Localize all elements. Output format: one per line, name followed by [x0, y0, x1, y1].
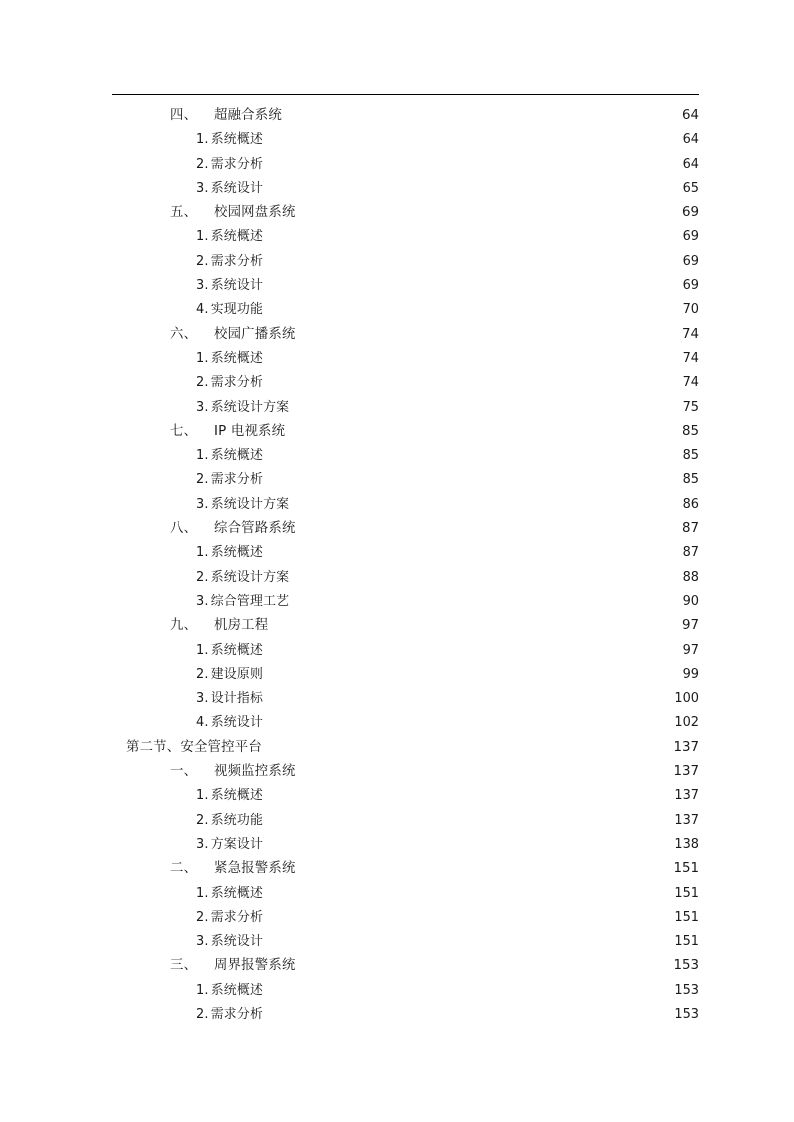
toc-entry-page-number: 137	[674, 812, 699, 828]
toc-entry-page-number: 86	[682, 496, 699, 512]
toc-entry-label: 综合管理工艺	[210, 593, 290, 609]
toc-entry-marker: 六、	[170, 326, 198, 342]
toc-entry-label: 机房工程	[214, 618, 269, 634]
toc-entry-page-number: 153	[673, 958, 699, 974]
toc-entry-page-number: 70	[682, 302, 699, 318]
toc-entry-title	[196, 541, 263, 565]
toc-entry-marker: 3.	[196, 180, 209, 196]
toc-entry-page-number: 69	[681, 205, 699, 221]
toc-entry-label: 设计指标	[210, 691, 264, 707]
toc-dot-leader	[264, 677, 682, 678]
toc-entry[interactable]	[112, 541, 699, 565]
toc-entry-title	[196, 347, 263, 371]
toc-entry-page-number: 65	[682, 180, 699, 196]
table-of-contents	[112, 104, 699, 1027]
toc-entry-marker: 1.	[196, 642, 209, 658]
toc-entry-marker: 1.	[196, 885, 209, 901]
toc-entry-page-number: 153	[674, 982, 699, 998]
toc-entry-title	[196, 639, 263, 663]
toc-entry-label: 系统概述	[210, 132, 264, 148]
toc-entry[interactable]	[112, 639, 699, 663]
toc-entry-title	[196, 128, 263, 152]
toc-dot-leader	[290, 507, 681, 508]
toc-entry-label: 需求分析	[210, 375, 264, 391]
toc-dot-leader	[297, 215, 681, 216]
toc-entry[interactable]	[112, 930, 699, 954]
toc-entry[interactable]	[112, 882, 699, 906]
toc-entry[interactable]	[112, 298, 699, 322]
toc-entry-label: 需求分析	[210, 472, 264, 488]
toc-entry-title	[196, 298, 263, 322]
toc-entry[interactable]	[112, 809, 699, 833]
toc-entry-marker: 1.	[196, 448, 209, 464]
toc-entry-marker: 五、	[170, 205, 198, 221]
toc-entry-label: 综合管路系统	[214, 521, 296, 537]
toc-entry-title	[170, 104, 282, 128]
toc-entry[interactable]	[112, 517, 699, 541]
toc-entry-label: 需求分析	[210, 156, 264, 172]
toc-entry-label: 第二节、安全管控平台	[126, 739, 262, 755]
toc-entry-page-number: 99	[682, 666, 699, 682]
toc-entry-title	[196, 371, 263, 395]
toc-entry-marker: 1.	[196, 132, 209, 148]
toc-entry-label: 系统设计方案	[210, 496, 290, 512]
toc-dot-leader	[264, 847, 673, 848]
toc-dot-leader	[297, 531, 681, 532]
toc-entry-page-number: 97	[681, 618, 699, 634]
toc-entry-label: 紧急报警系统	[214, 861, 296, 877]
toc-entry-page-number: 100	[674, 691, 699, 707]
toc-entry-label: 需求分析	[210, 253, 264, 269]
toc-entry-title	[170, 614, 268, 638]
toc-entry-title	[196, 784, 263, 808]
toc-entry-title	[196, 930, 263, 954]
toc-entry-page-number: 90	[682, 593, 699, 609]
toc-dot-leader	[264, 167, 682, 168]
toc-entry[interactable]	[112, 347, 699, 371]
toc-entry-label: 校园网盘系统	[214, 205, 296, 221]
toc-entry[interactable]	[112, 250, 699, 274]
toc-entry-page-number: 74	[682, 350, 699, 366]
toc-entry-marker: 2.	[196, 253, 209, 269]
toc-entry-marker: 2.	[196, 812, 209, 828]
toc-entry-page-number: 85	[682, 448, 699, 464]
toc-entry-label: 系统概述	[210, 448, 264, 464]
toc-entry-label: 系统概述	[210, 642, 264, 658]
toc-entry-title	[196, 590, 289, 614]
toc-entry[interactable]	[112, 371, 699, 395]
toc-dot-leader	[264, 944, 673, 945]
toc-entry-label: 需求分析	[210, 909, 264, 925]
toc-entry-title	[170, 857, 296, 881]
toc-entry-page-number: 97	[682, 642, 699, 658]
toc-dot-leader	[290, 410, 681, 411]
toc-entry[interactable]	[112, 323, 699, 347]
toc-entry-page-number: 87	[681, 521, 699, 537]
toc-entry-page-number: 138	[674, 836, 699, 852]
toc-entry-title	[170, 760, 296, 784]
toc-entry-title	[170, 517, 296, 541]
toc-dot-leader	[264, 823, 673, 824]
toc-entry-marker: 一、	[170, 764, 198, 780]
toc-entry-label: 需求分析	[210, 1006, 264, 1022]
toc-entry-marker: 3.	[196, 593, 209, 609]
toc-entry[interactable]	[112, 760, 699, 784]
toc-dot-leader	[264, 191, 682, 192]
toc-entry-label: 系统概述	[210, 545, 264, 561]
toc-entry-label: 建设原则	[210, 666, 264, 682]
toc-entry[interactable]	[112, 784, 699, 808]
toc-entry-title	[196, 468, 263, 492]
toc-entry-page-number: 88	[682, 569, 699, 585]
toc-entry[interactable]	[112, 104, 699, 128]
toc-entry[interactable]	[112, 711, 699, 735]
toc-entry[interactable]	[112, 201, 699, 225]
toc-entry-marker: 1.	[196, 229, 209, 245]
toc-entry-title	[196, 444, 263, 468]
toc-entry-title	[126, 736, 262, 760]
toc-entry-label: 实现功能	[210, 302, 264, 318]
toc-entry-marker: 3.	[196, 691, 209, 707]
toc-entry-title	[196, 153, 263, 177]
toc-entry[interactable]	[112, 663, 699, 687]
toc-dot-leader	[264, 993, 673, 994]
header-rule-divider	[112, 94, 699, 95]
toc-entry[interactable]	[112, 444, 699, 468]
toc-entry[interactable]	[112, 1003, 699, 1027]
toc-entry-page-number: 74	[681, 326, 699, 342]
toc-dot-leader	[283, 118, 681, 119]
toc-dot-leader	[297, 871, 673, 872]
toc-entry-marker: 1.	[196, 350, 209, 366]
toc-entry-title	[196, 250, 263, 274]
toc-entry-page-number: 64	[682, 132, 699, 148]
toc-dot-leader	[264, 458, 682, 459]
toc-dot-leader	[264, 288, 682, 289]
toc-entry[interactable]	[112, 566, 699, 590]
toc-entry-page-number: 69	[682, 253, 699, 269]
toc-dot-leader	[264, 896, 673, 897]
toc-entry-label: 方案设计	[210, 836, 264, 852]
toc-entry-label: 系统设计方案	[210, 569, 290, 585]
toc-entry-title	[196, 906, 263, 930]
toc-entry-title	[196, 979, 263, 1003]
toc-entry[interactable]	[112, 153, 699, 177]
toc-entry-label: 系统功能	[210, 812, 264, 828]
toc-entry-title	[196, 809, 263, 833]
toc-entry-page-number: 151	[673, 861, 699, 877]
toc-entry[interactable]	[112, 225, 699, 249]
toc-entry-marker: 3.	[196, 934, 209, 950]
toc-dot-leader	[264, 920, 673, 921]
toc-entry-marker: 2.	[196, 375, 209, 391]
toc-entry-marker: 三、	[170, 958, 198, 974]
toc-entry[interactable]	[112, 420, 699, 444]
toc-entry[interactable]	[112, 590, 699, 614]
toc-entry-title	[196, 711, 263, 735]
toc-entry-page-number: 137	[674, 788, 699, 804]
toc-entry-page-number: 151	[674, 909, 699, 925]
toc-entry-marker: 2.	[196, 472, 209, 488]
toc-entry-page-number: 74	[682, 375, 699, 391]
toc-entry-label: 系统设计方案	[210, 399, 290, 415]
toc-dot-leader	[264, 482, 682, 483]
toc-entry-label: 视频监控系统	[214, 764, 296, 780]
toc-entry-page-number: 151	[674, 885, 699, 901]
toc-entry-marker: 八、	[170, 521, 198, 537]
toc-entry[interactable]	[112, 177, 699, 201]
toc-dot-leader	[297, 337, 681, 338]
toc-entry-marker: 七、	[170, 423, 198, 439]
toc-entry-marker: 1.	[196, 982, 209, 998]
toc-entry-title	[196, 177, 263, 201]
toc-entry-page-number: 64	[681, 108, 699, 123]
toc-dot-leader	[263, 750, 673, 751]
toc-entry-marker: 2.	[196, 909, 209, 925]
toc-entry[interactable]	[112, 687, 699, 711]
toc-entry-title	[196, 396, 289, 420]
toc-entry-marker: 2.	[196, 156, 209, 172]
toc-dot-leader	[264, 555, 682, 556]
toc-entry-page-number: 87	[682, 545, 699, 561]
toc-entry-page-number: 64	[682, 156, 699, 172]
toc-entry-page-number: 69	[682, 229, 699, 245]
toc-entry-page-number: 75	[682, 399, 699, 415]
toc-dot-leader	[264, 701, 673, 702]
toc-entry[interactable]	[112, 396, 699, 420]
toc-dot-leader	[264, 142, 682, 143]
toc-entry-page-number: 137	[673, 764, 699, 780]
toc-entry-marker: 3.	[196, 278, 209, 294]
toc-entry-marker: 2.	[196, 1006, 209, 1022]
toc-entry-title	[196, 663, 263, 687]
toc-entry-marker: 3.	[196, 496, 209, 512]
toc-entry-title	[196, 493, 289, 517]
toc-dot-leader	[264, 264, 682, 265]
toc-entry[interactable]	[112, 468, 699, 492]
toc-entry[interactable]	[112, 128, 699, 152]
toc-entry-title	[170, 201, 296, 225]
toc-entry-title	[196, 225, 263, 249]
toc-dot-leader	[264, 385, 682, 386]
toc-entry-title	[170, 323, 296, 347]
toc-entry-page-number: 69	[682, 278, 699, 294]
toc-entry-title	[196, 882, 263, 906]
toc-entry-title	[170, 954, 296, 978]
toc-entry-marker: 2.	[196, 666, 209, 682]
toc-entry-label: 周界报警系统	[214, 958, 296, 974]
toc-entry-title	[196, 274, 263, 298]
toc-entry-title	[170, 420, 285, 444]
toc-dot-leader	[290, 604, 681, 605]
toc-entry-label: 系统概述	[210, 885, 264, 901]
toc-entry-marker: 3.	[196, 836, 209, 852]
toc-entry-label: 超融合系统	[214, 108, 282, 123]
toc-dot-leader	[264, 725, 673, 726]
toc-entry-marker: 4.	[196, 302, 209, 318]
toc-entry-label: 系统概述	[210, 350, 264, 366]
toc-entry-label: 系统设计	[210, 180, 264, 196]
toc-entry[interactable]	[112, 614, 699, 638]
toc-dot-leader	[264, 239, 682, 240]
toc-dot-leader	[264, 312, 682, 313]
toc-entry-label: 校园广播系统	[214, 326, 296, 342]
toc-entry[interactable]	[112, 857, 699, 881]
toc-entry[interactable]	[112, 833, 699, 857]
toc-entry-page-number: 153	[674, 1006, 699, 1022]
toc-entry-label: 系统设计	[210, 278, 264, 294]
toc-dot-leader	[297, 968, 673, 969]
toc-entry-marker: 4.	[196, 715, 209, 731]
toc-entry[interactable]	[112, 906, 699, 930]
toc-entry-page-number: 85	[681, 423, 699, 439]
toc-entry[interactable]	[112, 979, 699, 1003]
toc-entry-title	[196, 687, 263, 711]
toc-entry[interactable]	[112, 736, 699, 760]
toc-entry-label: 系统设计	[210, 715, 264, 731]
toc-entry[interactable]	[112, 954, 699, 978]
toc-dot-leader	[264, 1017, 673, 1018]
toc-entry-label: 系统概述	[210, 788, 264, 804]
toc-entry-title	[196, 833, 263, 857]
toc-dot-leader	[264, 653, 682, 654]
toc-dot-leader	[269, 628, 681, 629]
toc-dot-leader	[297, 774, 673, 775]
toc-dot-leader	[286, 434, 681, 435]
toc-entry-marker: 3.	[196, 399, 209, 415]
toc-entry-title	[196, 566, 289, 590]
toc-entry-label: 系统概述	[210, 982, 264, 998]
toc-entry[interactable]	[112, 493, 699, 517]
toc-entry-marker: 九、	[170, 618, 198, 634]
toc-entry-page-number: 137	[673, 739, 699, 755]
toc-entry-page-number: 102	[674, 715, 699, 731]
toc-entry-marker: 2.	[196, 569, 209, 585]
toc-entry-page-number: 151	[674, 934, 699, 950]
toc-dot-leader	[264, 361, 682, 362]
toc-entry-page-number: 85	[682, 472, 699, 488]
toc-entry-label: 系统设计	[210, 934, 264, 950]
toc-entry-label: IP 电视系统	[214, 423, 286, 439]
toc-entry-marker: 1.	[196, 788, 209, 804]
toc-entry-marker: 四、	[170, 108, 198, 123]
toc-entry[interactable]	[112, 274, 699, 298]
toc-dot-leader	[264, 798, 673, 799]
toc-entry-marker: 1.	[196, 545, 209, 561]
toc-entry-marker: 二、	[170, 861, 198, 877]
toc-entry-label: 系统概述	[210, 229, 264, 245]
toc-entry-title	[196, 1003, 263, 1027]
toc-dot-leader	[290, 580, 681, 581]
